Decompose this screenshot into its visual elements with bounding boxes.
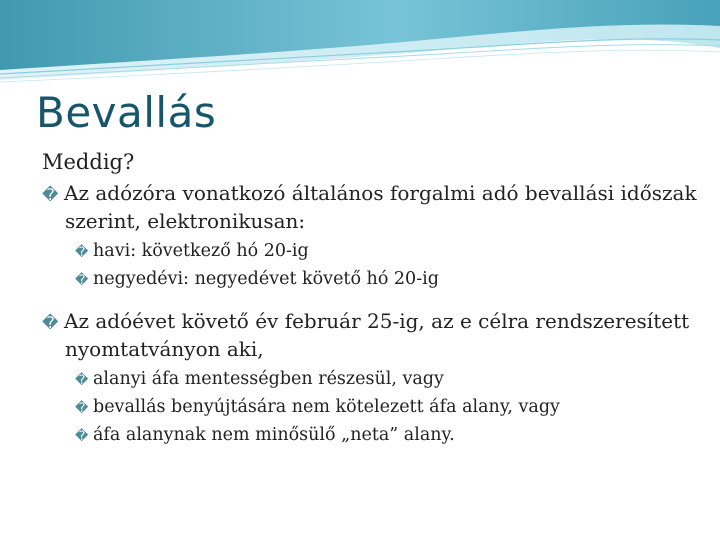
slide-title: Bevallás [36, 88, 217, 137]
bullet-glyph-icon: � [42, 185, 59, 204]
list-item [42, 394, 702, 422]
list-item [42, 238, 702, 266]
section-1 [42, 180, 702, 294]
wave-banner [0, 0, 720, 90]
section-1-text: Az adózóra vonatkozó általános forgalmi adó bevallási időszak szerint, elektronikusan: [64, 181, 697, 233]
slide-body [42, 150, 702, 450]
spacer [42, 294, 702, 308]
section-1-subitems [42, 238, 702, 294]
list-item [42, 266, 702, 294]
list-item [42, 366, 702, 394]
bullet-glyph-icon: � [75, 373, 89, 388]
bullet-glyph-icon: � [42, 313, 59, 332]
section-2-text-row [42, 308, 702, 362]
subitem-text: bevallás benyújtására nem kötelezett áfa alany, vagy [93, 397, 560, 417]
bullet-glyph-icon: � [75, 401, 89, 416]
lead-question: Meddig? [42, 150, 135, 174]
subitem-text: havi: következő hó 20-ig [93, 241, 309, 261]
section-2-text: Az adóévet követő év február 25-ig, az e célra rendszeresített nyomtatványon aki, [64, 309, 690, 361]
subitem-text: áfa alanynak nem minősülő „neta” alany. [93, 425, 455, 445]
section-1-text-row [42, 180, 702, 234]
list-item [42, 422, 702, 450]
bullet-glyph-icon: � [75, 273, 89, 288]
subitem-text: negyedévi: negyedévet követő hó 20-ig [93, 269, 439, 289]
bullet-glyph-icon: � [75, 245, 89, 260]
subitem-text: alanyi áfa mentességben részesül, vagy [93, 369, 444, 389]
section-2 [42, 308, 702, 450]
section-2-subitems [42, 366, 702, 450]
bullet-glyph-icon: � [75, 429, 89, 444]
